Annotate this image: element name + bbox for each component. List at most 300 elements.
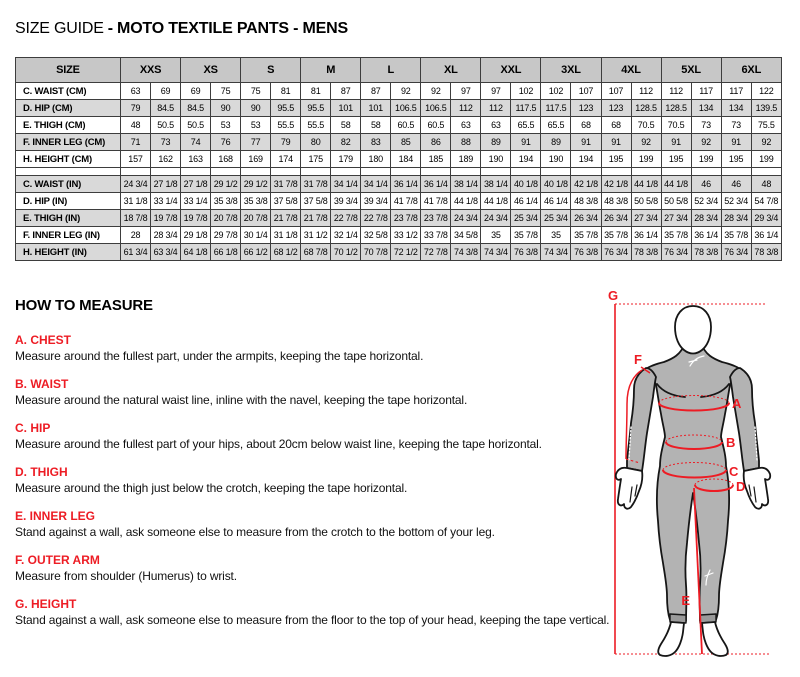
measure-item-description: Stand against a wall, ask someone else to measure from the crotch to the bottom of your leg. — [15, 525, 495, 539]
right-hand — [744, 468, 771, 509]
size-value-cell: 36 1/4 — [691, 227, 721, 244]
size-value-cell: 91 — [511, 134, 541, 151]
size-value-cell: 102 — [511, 83, 541, 100]
table-row — [16, 244, 782, 261]
size-value-cell: 92 — [391, 83, 421, 100]
size-value-cell: 190 — [541, 151, 571, 168]
size-value-cell: 19 7/8 — [181, 210, 211, 227]
size-value-cell: 95.5 — [301, 100, 331, 117]
size-value-cell: 34 1/4 — [331, 176, 361, 193]
size-header-xxs: XXS — [121, 58, 181, 83]
size-value-cell: 61 3/4 — [121, 244, 151, 261]
size-value-cell: 30 1/4 — [241, 227, 271, 244]
size-value-cell: 78 3/8 — [691, 244, 721, 261]
separator-cell — [301, 168, 331, 176]
size-value-cell: 70 1/2 — [331, 244, 361, 261]
measure-item-label: D. THIGH — [15, 465, 68, 479]
size-value-cell: 81 — [271, 83, 301, 100]
size-value-cell: 37 5/8 — [271, 193, 301, 210]
size-value-cell: 27 1/8 — [181, 176, 211, 193]
size-value-cell: 33 1/4 — [151, 193, 181, 210]
size-value-cell: 48 — [751, 176, 781, 193]
table-header-row — [16, 58, 782, 83]
size-value-cell: 175 — [301, 151, 331, 168]
size-value-cell: 40 1/8 — [511, 176, 541, 193]
separator-cell — [451, 168, 481, 176]
table-row — [16, 210, 782, 227]
head — [675, 306, 711, 354]
size-value-cell: 26 3/4 — [601, 210, 631, 227]
size-column-header: SIZE — [16, 58, 121, 83]
size-value-cell: 39 3/4 — [331, 193, 361, 210]
size-value-cell: 27 3/4 — [631, 210, 661, 227]
separator-cell — [181, 168, 211, 176]
size-value-cell: 189 — [451, 151, 481, 168]
figure-label-f: F — [634, 352, 642, 367]
size-value-cell: 76 3/4 — [721, 244, 751, 261]
left-hand — [616, 468, 643, 509]
size-value-cell: 78 3/8 — [751, 244, 781, 261]
size-value-cell: 74 3/4 — [481, 244, 511, 261]
separator-cell — [601, 168, 631, 176]
size-value-cell: 82 — [331, 134, 361, 151]
size-value-cell: 35 — [541, 227, 571, 244]
size-value-cell: 112 — [451, 100, 481, 117]
size-value-cell: 91 — [721, 134, 751, 151]
size-value-cell: 168 — [211, 151, 241, 168]
size-value-cell: 92 — [631, 134, 661, 151]
size-value-cell: 29 1/8 — [181, 227, 211, 244]
size-value-cell: 44 1/8 — [631, 176, 661, 193]
size-value-cell: 46 1/4 — [541, 193, 571, 210]
size-value-cell: 66 1/2 — [241, 244, 271, 261]
size-value-cell: 74 3/8 — [451, 244, 481, 261]
size-value-cell: 199 — [631, 151, 661, 168]
size-value-cell: 48 3/8 — [571, 193, 601, 210]
size-value-cell: 36 1/4 — [391, 176, 421, 193]
separator-cell — [331, 168, 361, 176]
measure-item-label: C. HIP — [15, 421, 51, 435]
measure-item-label: A. CHEST — [15, 333, 72, 347]
size-value-cell: 21 7/8 — [271, 210, 301, 227]
how-to-measure-section — [15, 297, 610, 641]
size-value-cell: 25 3/4 — [541, 210, 571, 227]
size-value-cell: 24 3/4 — [451, 210, 481, 227]
size-value-cell: 107 — [601, 83, 631, 100]
measure-item-label: B. WAIST — [15, 377, 69, 391]
measure-item-label: E. INNER LEG — [15, 509, 96, 523]
size-value-cell: 27 1/8 — [151, 176, 181, 193]
size-value-cell: 73 — [721, 117, 751, 134]
size-value-cell: 73 — [691, 117, 721, 134]
size-value-cell: 78 3/8 — [631, 244, 661, 261]
table-row — [16, 117, 782, 134]
measure-item-description: Measure around the thigh just below the crotch, keeping the tape horizontal. — [15, 481, 408, 495]
size-value-cell: 46 — [721, 176, 751, 193]
size-value-cell: 71 — [121, 134, 151, 151]
size-value-cell: 35 7/8 — [571, 227, 601, 244]
size-value-cell: 117.5 — [541, 100, 571, 117]
size-value-cell: 76 3/4 — [661, 244, 691, 261]
size-value-cell: 36 1/4 — [631, 227, 661, 244]
size-value-cell: 90 — [211, 100, 241, 117]
size-value-cell: 85 — [391, 134, 421, 151]
size-value-cell: 79 — [271, 134, 301, 151]
size-value-cell: 134 — [691, 100, 721, 117]
size-value-cell: 34 1/4 — [361, 176, 391, 193]
size-value-cell: 29 7/8 — [211, 227, 241, 244]
size-value-cell: 73 — [151, 134, 181, 151]
size-value-cell: 42 1/8 — [601, 176, 631, 193]
size-value-cell: 54 7/8 — [751, 193, 781, 210]
measure-item-description: Stand against a wall, ask someone else to measure from the floor to the top of your head, keeping the tape vertical. — [15, 613, 610, 627]
size-value-cell: 190 — [481, 151, 511, 168]
size-value-cell: 75.5 — [751, 117, 781, 134]
size-value-cell: 44 1/8 — [661, 176, 691, 193]
size-value-cell: 69 — [181, 83, 211, 100]
size-value-cell: 20 7/8 — [241, 210, 271, 227]
right-arm — [730, 368, 759, 471]
size-value-cell: 123 — [601, 100, 631, 117]
size-value-cell: 33 1/4 — [181, 193, 211, 210]
measure-item-description: Measure around the fullest part of your hips, about 20cm below waist line, keeping the tape horizontal. — [15, 437, 542, 451]
size-value-cell: 91 — [661, 134, 691, 151]
size-value-cell: 33 1/2 — [391, 227, 421, 244]
size-value-cell: 179 — [331, 151, 361, 168]
size-value-cell: 35 3/8 — [241, 193, 271, 210]
size-value-cell: 112 — [481, 100, 511, 117]
size-value-cell: 107 — [571, 83, 601, 100]
size-value-cell: 63 — [121, 83, 151, 100]
measure-item-label: F. OUTER ARM — [15, 553, 100, 567]
table-row — [16, 134, 782, 151]
size-value-cell: 76 3/8 — [511, 244, 541, 261]
size-value-cell: 32 1/4 — [331, 227, 361, 244]
size-value-cell: 46 1/4 — [511, 193, 541, 210]
size-value-cell: 69 — [151, 83, 181, 100]
size-value-cell: 21 7/8 — [301, 210, 331, 227]
size-value-cell: 28 — [121, 227, 151, 244]
size-value-cell: 106.5 — [421, 100, 451, 117]
size-value-cell: 70.5 — [631, 117, 661, 134]
size-value-cell: 101 — [331, 100, 361, 117]
size-value-cell: 35 3/8 — [211, 193, 241, 210]
size-header-5xl: 5XL — [661, 58, 721, 83]
size-value-cell: 91 — [571, 134, 601, 151]
size-value-cell: 117 — [721, 83, 751, 100]
table-row — [16, 193, 782, 210]
size-value-cell: 194 — [511, 151, 541, 168]
size-value-cell: 24 3/4 — [481, 210, 511, 227]
size-value-cell: 26 3/4 — [571, 210, 601, 227]
size-value-cell: 23 7/8 — [421, 210, 451, 227]
size-value-cell: 134 — [721, 100, 751, 117]
size-value-cell: 199 — [691, 151, 721, 168]
size-header-m: M — [301, 58, 361, 83]
size-value-cell: 64 1/8 — [181, 244, 211, 261]
size-value-cell: 184 — [391, 151, 421, 168]
size-value-cell: 36 1/4 — [751, 227, 781, 244]
separator-cell — [421, 168, 451, 176]
size-value-cell: 48 3/8 — [601, 193, 631, 210]
separator-cell — [391, 168, 421, 176]
size-value-cell: 44 1/8 — [451, 193, 481, 210]
size-value-cell: 34 5/8 — [451, 227, 481, 244]
size-value-cell: 22 7/8 — [361, 210, 391, 227]
size-value-cell: 20 7/8 — [211, 210, 241, 227]
size-value-cell: 35 — [481, 227, 511, 244]
figure-label-a: A — [732, 396, 742, 411]
size-value-cell: 84.5 — [181, 100, 211, 117]
size-value-cell: 29 3/4 — [751, 210, 781, 227]
row-label: D. HIP (IN) — [16, 193, 121, 210]
size-value-cell: 63 — [481, 117, 511, 134]
separator-cell — [151, 168, 181, 176]
table-row — [16, 176, 782, 193]
row-label: E. THIGH (IN) — [16, 210, 121, 227]
size-header-xl: XL — [421, 58, 481, 83]
size-value-cell: 92 — [751, 134, 781, 151]
title-main: - MOTO TEXTILE PANTS - MENS — [107, 20, 348, 37]
size-value-cell: 75 — [211, 83, 241, 100]
size-value-cell: 31 1/8 — [121, 193, 151, 210]
size-value-cell: 70.5 — [661, 117, 691, 134]
figure-label-b: B — [726, 435, 736, 450]
separator-cell — [721, 168, 751, 176]
size-value-cell: 55.5 — [301, 117, 331, 134]
size-value-cell: 90 — [241, 100, 271, 117]
size-value-cell: 19 7/8 — [151, 210, 181, 227]
figure-label-e: E — [681, 593, 690, 608]
size-value-cell: 87 — [331, 83, 361, 100]
size-value-cell: 35 7/8 — [511, 227, 541, 244]
size-value-cell: 22 7/8 — [331, 210, 361, 227]
torso-and-legs — [646, 343, 740, 621]
measure-item-label: G. HEIGHT — [15, 597, 77, 611]
size-value-cell: 52 3/4 — [721, 193, 751, 210]
size-value-cell: 31 1/8 — [271, 227, 301, 244]
size-value-cell: 33 7/8 — [421, 227, 451, 244]
size-value-cell: 112 — [631, 83, 661, 100]
size-header-s: S — [241, 58, 301, 83]
separator-cell — [481, 168, 511, 176]
size-value-cell: 36 1/4 — [421, 176, 451, 193]
size-value-cell: 29 1/2 — [211, 176, 241, 193]
title-prefix: SIZE GUIDE — [15, 20, 104, 37]
size-value-cell: 174 — [271, 151, 301, 168]
size-value-cell: 180 — [361, 151, 391, 168]
separator-cell — [511, 168, 541, 176]
size-value-cell: 75 — [241, 83, 271, 100]
size-value-cell: 50 5/8 — [661, 193, 691, 210]
size-value-cell: 66 1/8 — [211, 244, 241, 261]
size-value-cell: 72 7/8 — [421, 244, 451, 261]
size-value-cell: 65.5 — [541, 117, 571, 134]
row-label: C. WAIST (CM) — [16, 83, 121, 100]
size-value-cell: 58 — [331, 117, 361, 134]
size-value-cell: 27 3/4 — [661, 210, 691, 227]
size-value-cell: 63 — [451, 117, 481, 134]
row-label: D. HIP (CM) — [16, 100, 121, 117]
size-value-cell: 44 1/8 — [481, 193, 511, 210]
size-header-xxl: XXL — [481, 58, 541, 83]
measure-item — [15, 377, 607, 407]
size-value-cell: 139.5 — [751, 100, 781, 117]
figure-label-d: D — [736, 479, 746, 494]
size-value-cell: 46 — [691, 176, 721, 193]
size-value-cell: 35 7/8 — [721, 227, 751, 244]
row-label: F. INNER LEG (CM) — [16, 134, 121, 151]
size-value-cell: 37 5/8 — [301, 193, 331, 210]
how-to-measure-heading: HOW TO MEASURE — [15, 297, 153, 314]
size-value-cell: 72 1/2 — [391, 244, 421, 261]
size-value-cell: 163 — [181, 151, 211, 168]
separator-cell — [121, 168, 151, 176]
size-value-cell: 81 — [301, 83, 331, 100]
size-value-cell: 195 — [661, 151, 691, 168]
size-value-cell: 70 7/8 — [361, 244, 391, 261]
size-value-cell: 50 5/8 — [631, 193, 661, 210]
separator-cell — [211, 168, 241, 176]
size-value-cell: 41 7/8 — [391, 193, 421, 210]
size-value-cell: 92 — [691, 134, 721, 151]
size-value-cell: 40 1/8 — [541, 176, 571, 193]
size-value-cell: 128.5 — [661, 100, 691, 117]
size-value-cell: 28 3/4 — [691, 210, 721, 227]
measure-item — [15, 465, 607, 495]
size-header-6xl: 6XL — [721, 58, 781, 83]
size-value-cell: 65.5 — [511, 117, 541, 134]
size-header-4xl: 4XL — [601, 58, 661, 83]
size-value-cell: 169 — [241, 151, 271, 168]
measure-item — [15, 553, 607, 583]
size-value-cell: 102 — [541, 83, 571, 100]
size-value-cell: 31 1/2 — [301, 227, 331, 244]
size-header-3xl: 3XL — [541, 58, 601, 83]
size-value-cell: 60.5 — [391, 117, 421, 134]
measure-item-description: Measure around the natural waist line, inline with the navel, keeping the tape horizontal. — [15, 393, 468, 407]
size-value-cell: 88 — [451, 134, 481, 151]
measure-item — [15, 597, 610, 627]
size-value-cell: 123 — [571, 100, 601, 117]
separator-cell — [631, 168, 661, 176]
figure-label-c: C — [729, 464, 739, 479]
measure-item — [15, 333, 607, 363]
figure-label-g: G — [608, 288, 619, 303]
size-value-cell: 52 3/4 — [691, 193, 721, 210]
size-value-cell: 60.5 — [421, 117, 451, 134]
size-value-cell: 76 3/4 — [601, 244, 631, 261]
table-row — [16, 151, 782, 168]
size-value-cell: 63 3/4 — [151, 244, 181, 261]
separator-cell — [571, 168, 601, 176]
size-value-cell: 29 1/2 — [241, 176, 271, 193]
size-value-cell: 68 — [601, 117, 631, 134]
size-value-cell: 117.5 — [511, 100, 541, 117]
size-value-cell: 84.5 — [151, 100, 181, 117]
size-value-cell: 48 — [121, 117, 151, 134]
size-value-cell: 185 — [421, 151, 451, 168]
size-value-cell: 55.5 — [271, 117, 301, 134]
size-value-cell: 31 7/8 — [271, 176, 301, 193]
row-label: H. HEIGHT (CM) — [16, 151, 121, 168]
size-header-xs: XS — [181, 58, 241, 83]
size-value-cell: 23 7/8 — [391, 210, 421, 227]
size-value-cell: 157 — [121, 151, 151, 168]
size-value-cell: 25 3/4 — [511, 210, 541, 227]
size-value-cell: 195 — [721, 151, 751, 168]
size-value-cell: 76 — [211, 134, 241, 151]
row-label: F. INNER LEG (IN) — [16, 227, 121, 244]
size-value-cell: 74 — [181, 134, 211, 151]
size-value-cell: 162 — [151, 151, 181, 168]
size-value-cell: 32 5/8 — [361, 227, 391, 244]
size-value-cell: 68 — [571, 117, 601, 134]
size-value-cell: 89 — [481, 134, 511, 151]
size-value-cell: 83 — [361, 134, 391, 151]
size-value-cell: 41 7/8 — [421, 193, 451, 210]
separator-cell — [16, 168, 121, 176]
table-row — [16, 100, 782, 117]
separator-cell — [271, 168, 301, 176]
row-label: C. WAIST (IN) — [16, 176, 121, 193]
measure-item — [15, 421, 607, 451]
size-value-cell: 87 — [361, 83, 391, 100]
size-value-cell: 97 — [451, 83, 481, 100]
separator-cell — [361, 168, 391, 176]
right-foot — [702, 622, 728, 656]
size-value-cell: 68 1/2 — [271, 244, 301, 261]
row-label: E. THIGH (CM) — [16, 117, 121, 134]
separator-cell — [691, 168, 721, 176]
size-value-cell: 91 — [601, 134, 631, 151]
size-header-l: L — [361, 58, 421, 83]
size-value-cell: 86 — [421, 134, 451, 151]
size-chart-table — [15, 57, 782, 261]
size-value-cell: 194 — [571, 151, 601, 168]
size-value-cell: 24 3/4 — [121, 176, 151, 193]
size-value-cell: 80 — [301, 134, 331, 151]
size-value-cell: 28 3/4 — [151, 227, 181, 244]
size-value-cell: 39 3/4 — [361, 193, 391, 210]
size-value-cell: 122 — [751, 83, 781, 100]
size-value-cell: 53 — [241, 117, 271, 134]
unit-separator-row — [16, 168, 782, 176]
size-value-cell: 35 7/8 — [601, 227, 631, 244]
size-value-cell: 50.5 — [151, 117, 181, 134]
size-value-cell: 77 — [241, 134, 271, 151]
measure-item-description: Measure around the fullest part, under the armpits, keeping the tape horizontal. — [15, 349, 424, 363]
size-value-cell: 112 — [661, 83, 691, 100]
size-value-cell: 117 — [691, 83, 721, 100]
size-value-cell: 58 — [361, 117, 391, 134]
size-value-cell: 95.5 — [271, 100, 301, 117]
size-value-cell: 38 1/4 — [481, 176, 511, 193]
size-value-cell: 76 3/8 — [571, 244, 601, 261]
size-value-cell: 50.5 — [181, 117, 211, 134]
table-row — [16, 227, 782, 244]
separator-cell — [751, 168, 781, 176]
separator-cell — [661, 168, 691, 176]
measure-item-description: Measure from shoulder (Humerus) to wrist. — [15, 569, 237, 583]
size-value-cell: 97 — [481, 83, 511, 100]
size-value-cell: 18 7/8 — [121, 210, 151, 227]
size-value-cell: 199 — [751, 151, 781, 168]
size-value-cell: 28 3/4 — [721, 210, 751, 227]
size-value-cell: 92 — [421, 83, 451, 100]
size-value-cell: 42 1/8 — [571, 176, 601, 193]
size-value-cell: 74 3/4 — [541, 244, 571, 261]
